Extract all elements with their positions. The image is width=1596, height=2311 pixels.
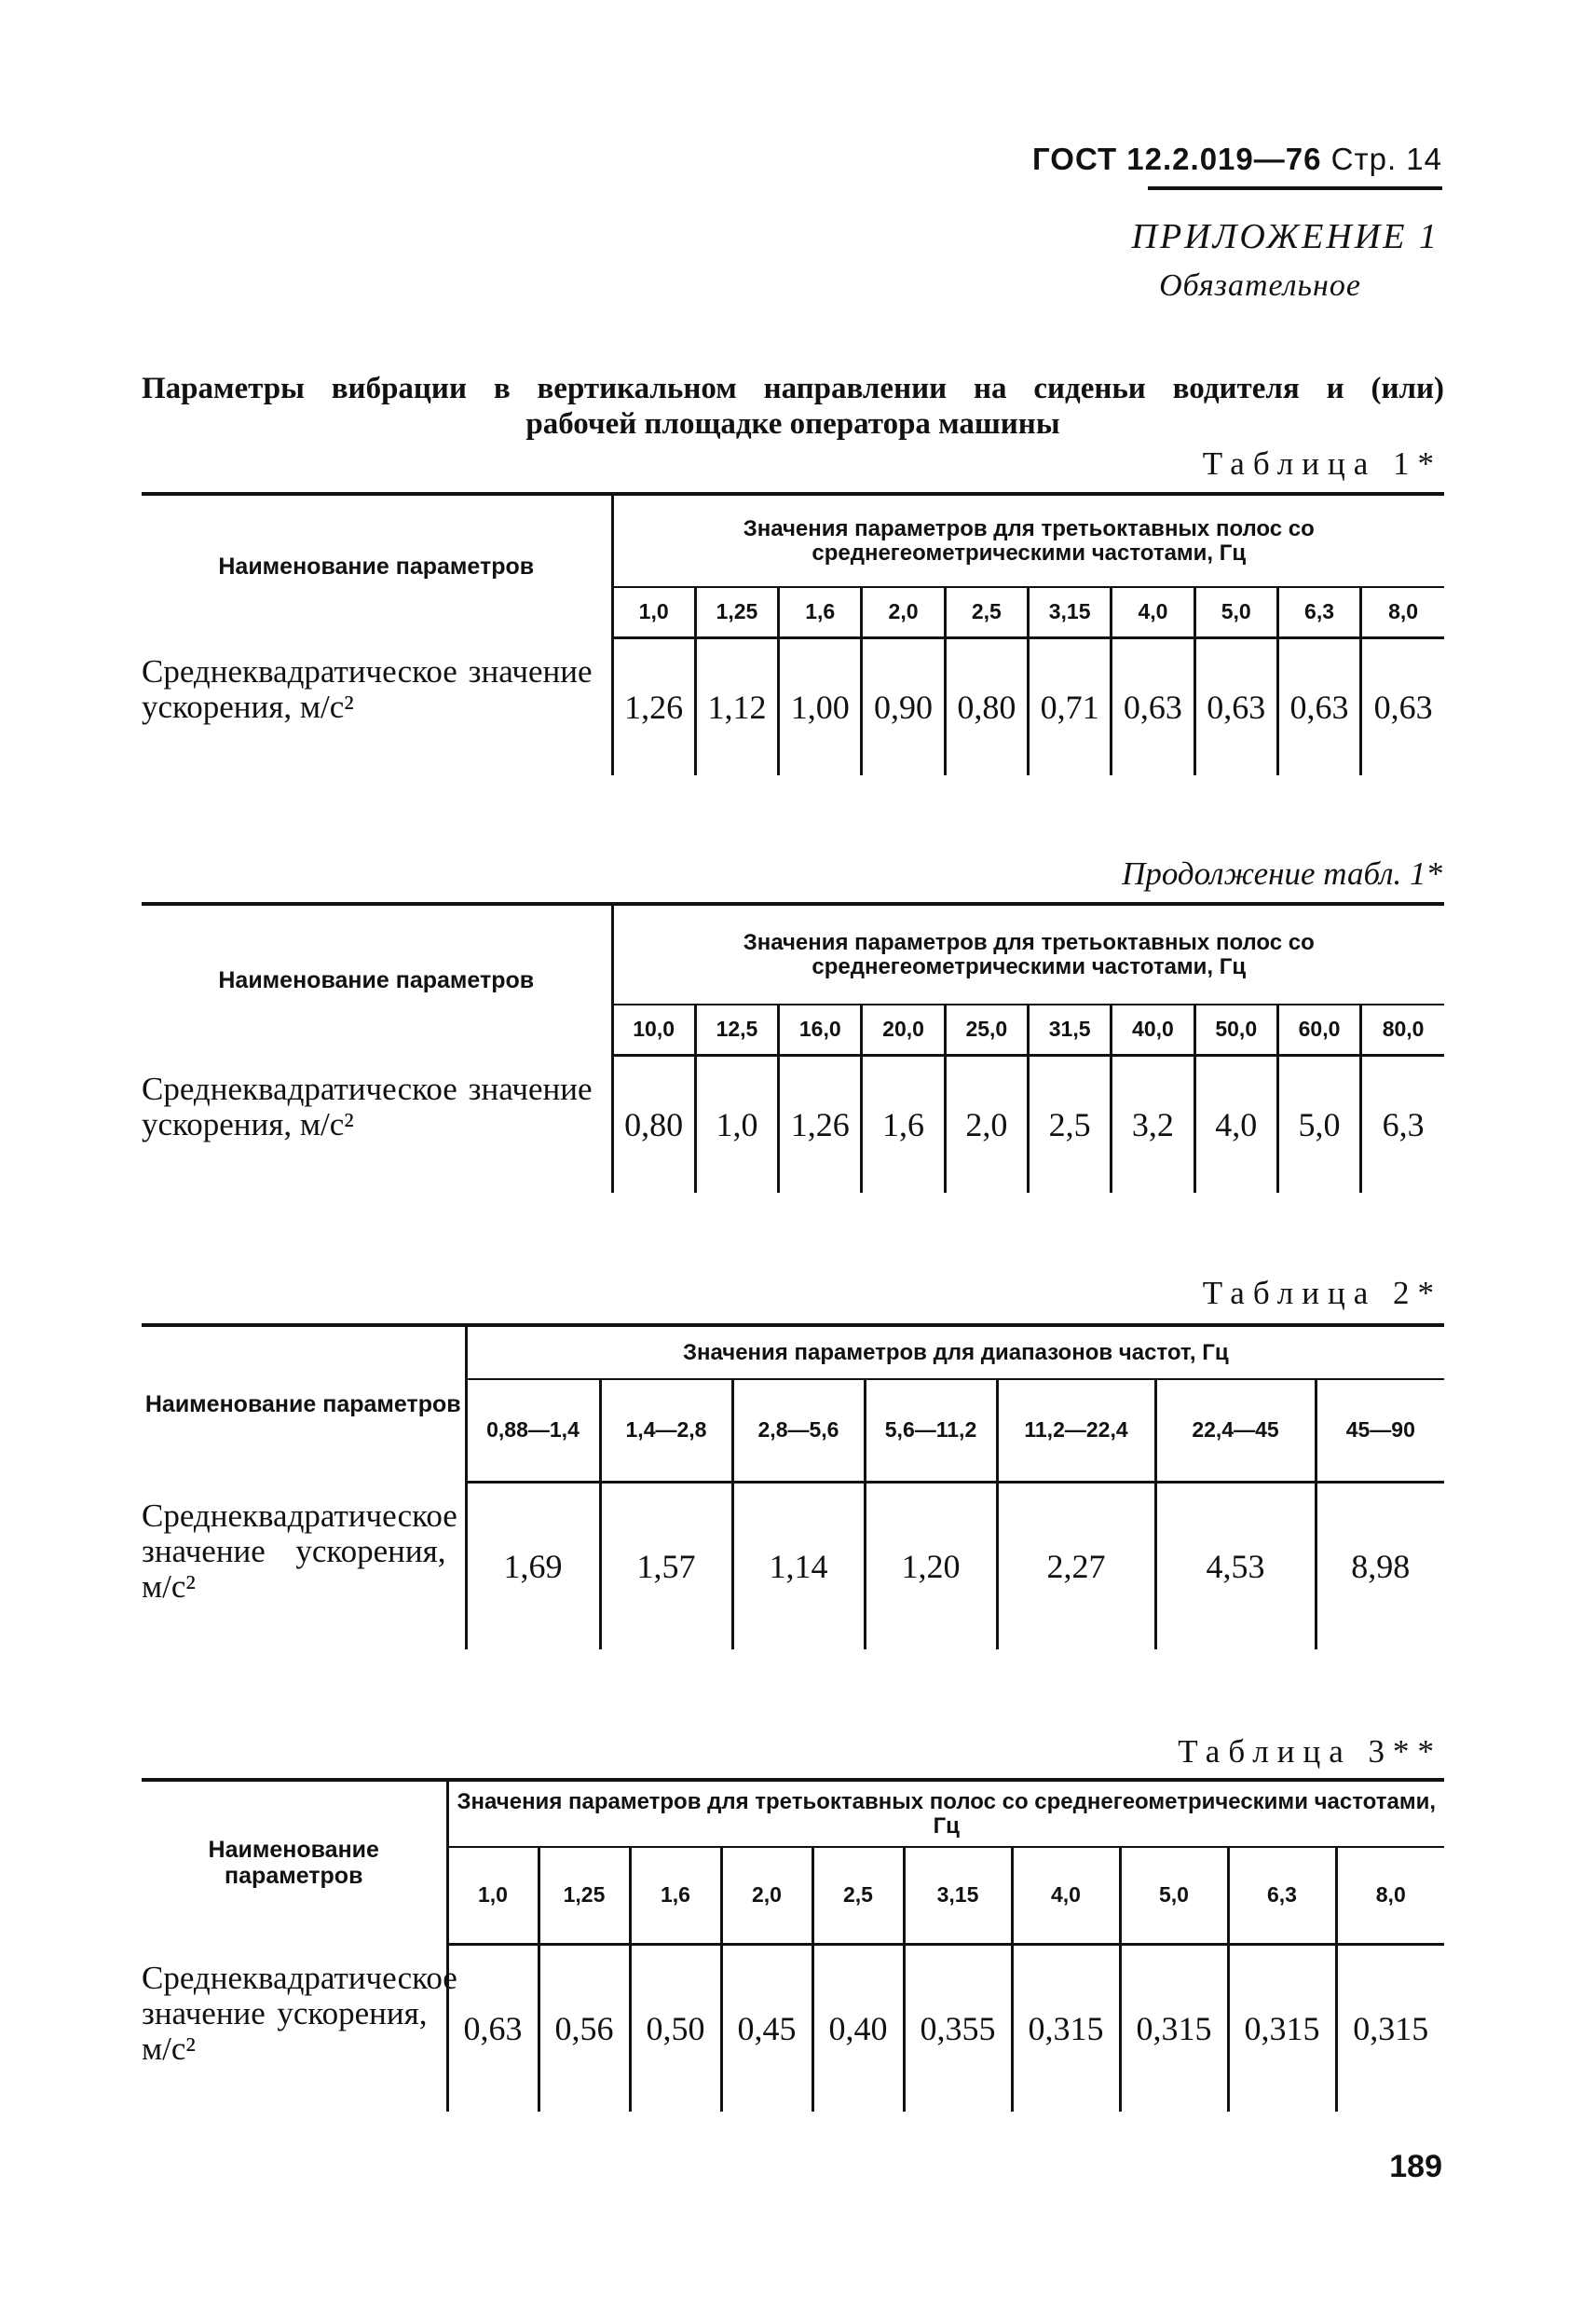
value-cell: 0,63 — [1361, 637, 1444, 775]
value-cell: 1,0 — [695, 1055, 778, 1193]
frequency-header: 1,4—2,8 — [600, 1379, 732, 1482]
frequency-header: 60,0 — [1277, 1005, 1360, 1055]
name-header: Наименование параметров — [142, 494, 612, 637]
frequency-header: 5,0 — [1194, 587, 1277, 637]
frequency-header: 2,5 — [812, 1847, 904, 1944]
frequency-header: 3,15 — [904, 1847, 1012, 1944]
row-name: Среднеквадратическое значение ускорения, м/с² — [142, 653, 593, 725]
frequency-header: 16,0 — [779, 1005, 862, 1055]
frequency-header: 5,0 — [1120, 1847, 1228, 1944]
appendix-status: Обязательное — [1159, 268, 1361, 303]
value-cell: 1,12 — [695, 637, 778, 775]
frequency-header: 1,25 — [539, 1847, 630, 1944]
value-cell: 0,315 — [1012, 1944, 1120, 2112]
table3 — [142, 1778, 1444, 2112]
value-cell: 1,6 — [862, 1055, 945, 1193]
document-title — [142, 371, 1444, 442]
name-header: Наименование параметров — [142, 904, 612, 1055]
value-cell: 0,45 — [721, 1944, 812, 2112]
group-header: Значения параметров для третьоктавных полос со среднегеометрическими частотами, Гц — [612, 494, 1444, 587]
group-header: Значения параметров для третьоктавных полос со среднегеометрическими частотами, Гц — [612, 904, 1444, 1005]
document-title-line2: рабочей площадке оператора машины — [525, 407, 1060, 441]
value-cell: 0,315 — [1228, 1944, 1336, 2112]
value-cell: 1,20 — [865, 1482, 997, 1649]
frequency-header: 3,15 — [1028, 587, 1111, 637]
frequency-header: 6,3 — [1277, 587, 1360, 637]
value-cell: 0,71 — [1028, 637, 1111, 775]
value-cell: 0,315 — [1120, 1944, 1228, 2112]
table1-caption: Таблица 1* — [1202, 445, 1442, 482]
value-cell: 0,80 — [945, 637, 1028, 775]
value-cell: 1,57 — [600, 1482, 732, 1649]
value-cell: 0,50 — [630, 1944, 721, 2112]
value-cell: 0,80 — [612, 1055, 695, 1193]
frequency-header: 0,88—1,4 — [466, 1379, 600, 1482]
page-label: Стр. 14 — [1330, 142, 1442, 176]
value-cell: 0,355 — [904, 1944, 1012, 2112]
frequency-header: 40,0 — [1112, 1005, 1194, 1055]
value-cell: 4,0 — [1194, 1055, 1277, 1193]
frequency-header: 1,6 — [630, 1847, 721, 1944]
value-cell: 0,315 — [1336, 1944, 1444, 2112]
frequency-header: 11,2—22,4 — [997, 1379, 1155, 1482]
table-row — [142, 1944, 1444, 2112]
value-cell: 0,63 — [1194, 637, 1277, 775]
value-cell: 0,63 — [1112, 637, 1194, 775]
value-cell: 2,5 — [1028, 1055, 1111, 1193]
value-cell: 4,53 — [1155, 1482, 1316, 1649]
value-cell: 8,98 — [1316, 1482, 1444, 1649]
frequency-header: 6,3 — [1228, 1847, 1336, 1944]
value-cell: 1,00 — [779, 637, 862, 775]
frequency-header: 25,0 — [945, 1005, 1028, 1055]
value-cell: 0,56 — [539, 1944, 630, 2112]
page-header — [1032, 142, 1442, 177]
value-cell: 0,63 — [1277, 637, 1360, 775]
value-cell: 0,90 — [862, 637, 945, 775]
value-cell: 6,3 — [1361, 1055, 1444, 1193]
value-cell: 3,2 — [1112, 1055, 1194, 1193]
value-cell: 2,0 — [945, 1055, 1028, 1193]
frequency-header: 8,0 — [1361, 587, 1444, 637]
table1 — [142, 492, 1444, 775]
frequency-header: 5,6—11,2 — [865, 1379, 997, 1482]
table2-caption: Таблица 2* — [1202, 1275, 1442, 1311]
frequency-header: 50,0 — [1194, 1005, 1277, 1055]
frequency-header: 2,0 — [862, 587, 945, 637]
frequency-header: 1,6 — [779, 587, 862, 637]
frequency-header: 4,0 — [1112, 587, 1194, 637]
frequency-header: 1,25 — [695, 587, 778, 637]
frequency-header: 1,0 — [612, 587, 695, 637]
table3-caption: Таблица 3** — [1178, 1733, 1442, 1770]
frequency-header: 45—90 — [1316, 1379, 1444, 1482]
value-cell: 1,26 — [779, 1055, 862, 1193]
frequency-header: 2,5 — [945, 587, 1028, 637]
frequency-header: 10,0 — [612, 1005, 695, 1055]
frequency-header: 31,5 — [1028, 1005, 1111, 1055]
value-cell: 0,40 — [812, 1944, 904, 2112]
frequency-header: 4,0 — [1012, 1847, 1120, 1944]
appendix-title: ПРИЛОЖЕНИЕ 1 — [1131, 217, 1439, 256]
value-cell: 1,14 — [732, 1482, 865, 1649]
table2 — [142, 1323, 1444, 1649]
frequency-header: 2,0 — [721, 1847, 812, 1944]
group-header: Значения параметров для третьоктавных полос со среднегеометрическими частотами, Гц — [447, 1780, 1444, 1847]
frequency-header: 8,0 — [1336, 1847, 1444, 1944]
frequency-header: 22,4—45 — [1155, 1379, 1316, 1482]
group-header: Значения параметров для диапазонов частот, Гц — [466, 1325, 1444, 1379]
frequency-header: 12,5 — [695, 1005, 778, 1055]
value-cell: 0,63 — [447, 1944, 539, 2112]
frequency-header: 2,8—5,6 — [732, 1379, 865, 1482]
table1-continuation — [142, 902, 1444, 1193]
value-cell: 5,0 — [1277, 1055, 1360, 1193]
frequency-header: 20,0 — [862, 1005, 945, 1055]
table-row — [142, 637, 1444, 775]
value-cell: 1,69 — [466, 1482, 600, 1649]
gost-number: ГОСТ 12.2.019—76 — [1032, 142, 1322, 176]
name-header: Наименование параметров — [142, 1325, 466, 1482]
name-header: Наименование параметров — [142, 1780, 447, 1944]
frequency-header: 1,0 — [447, 1847, 539, 1944]
table-row — [142, 1055, 1444, 1193]
document-title-line1: Параметры вибрации в вертикальном направлении на сиденьи водителя и (или) — [142, 372, 1444, 405]
header-rule — [1148, 186, 1442, 190]
page-number: 189 — [1389, 2149, 1442, 2184]
table1-cont-caption: Продолжение табл. 1* — [1122, 855, 1442, 892]
row-name: Среднеквадратическое значение ускорения, м/с² — [142, 1497, 457, 1605]
table-row — [142, 1482, 1444, 1649]
row-name: Среднеквадратическое значение ускорения, м/с² — [142, 1960, 457, 2067]
row-name: Среднеквадратическое значение ускорения, м/с² — [142, 1071, 593, 1142]
frequency-header: 80,0 — [1361, 1005, 1444, 1055]
value-cell: 1,26 — [612, 637, 695, 775]
value-cell: 2,27 — [997, 1482, 1155, 1649]
